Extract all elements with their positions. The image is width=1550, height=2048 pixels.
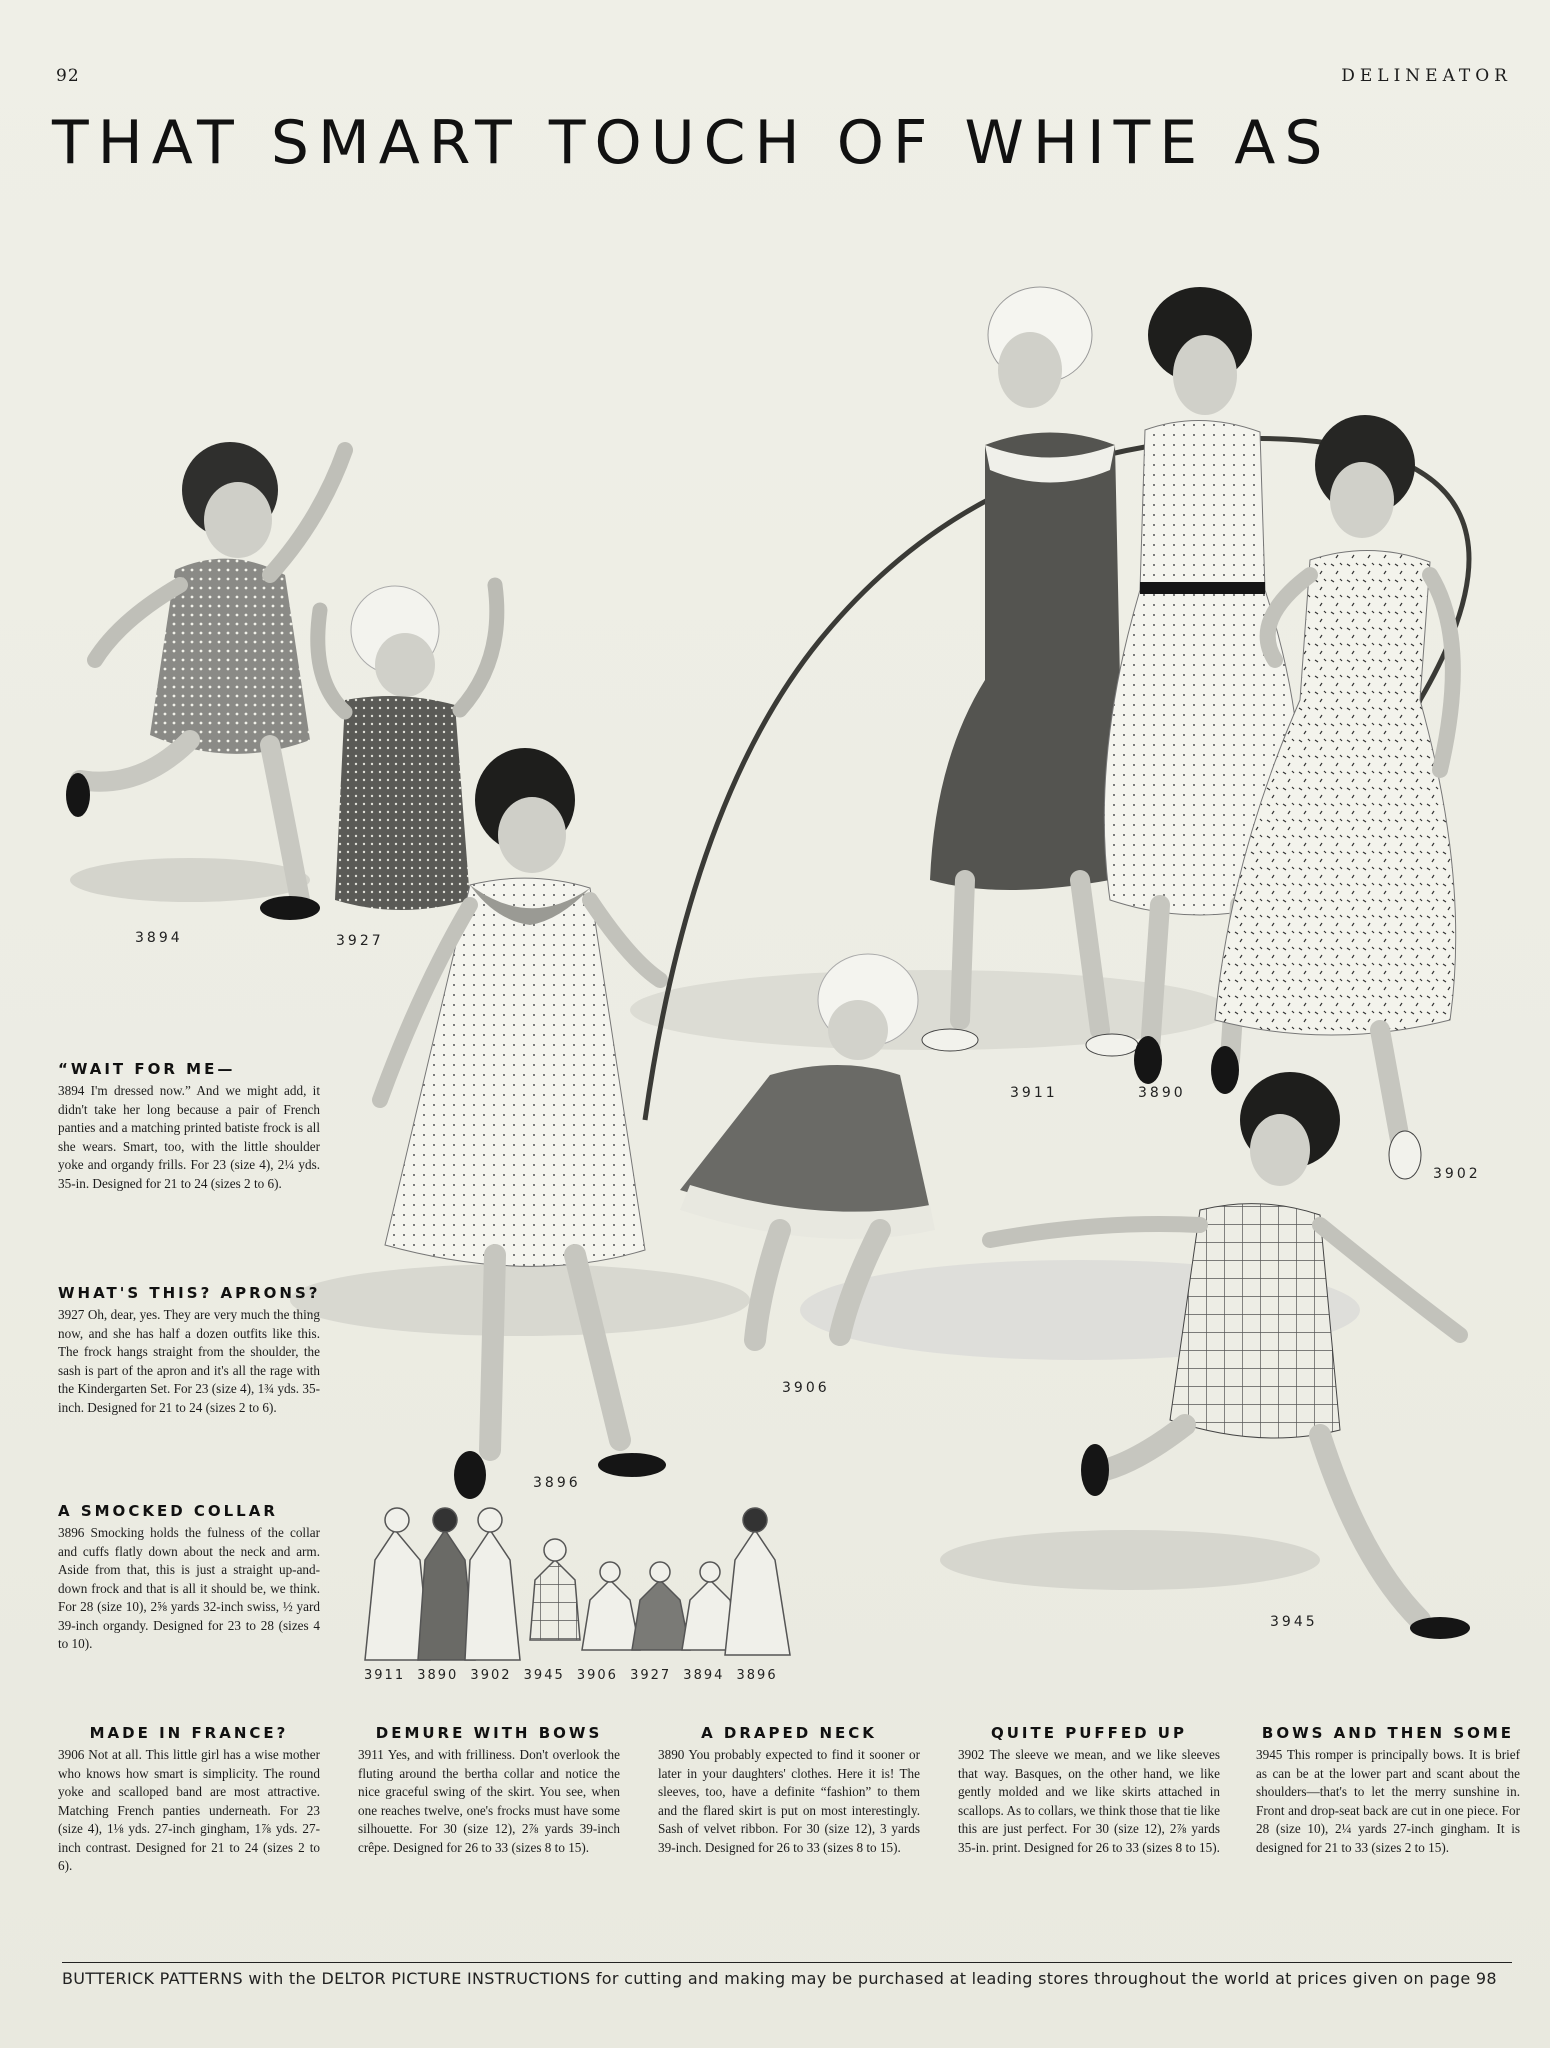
article-body: 3890 You probably expected to find it sooner or later in your daughters' clothes. Here it is! The sleeves, too, have a definite “fashion” to them and the flared skirt is put on most interestingly. Sash of velvet ribbon. For 30 (size 12), 3 yards 39-inch. Designed for 26 to 33 (sizes 8 to 15). [658,1747,920,1855]
article-heading: MADE IN FRANCE? [89,1724,289,1742]
fashion-illustration [0,280,1550,1700]
figure-3894 [66,442,345,920]
article-body: 3896 Smocking holds the fulness of the collar and cuffs flatly down about the neck and arm. Aside from that, this is just a straight up-and-down frock and that is all it should be, we think. For 28 (size 10), 2⅝ yards 32-inch swiss, ½ yard 39-inch organdy. Designed for 23 to 28 (sizes 4 to 10). [58,1525,320,1651]
article-bows-and-then-some [1256,1724,1520,1857]
figure-label-3902: 3902 [1433,1166,1481,1182]
figure-label-3896: 3896 [533,1475,581,1491]
article-body: 3902 The sleeve we mean, and we like sleeves that way. Basques, on the other hand, we like gently molded and we like skirts attached in scallops. As to collars, we think those that tie like this are just perfect. For 30 (size 12), 2⅞ yards 35-in. print. Designed for 26 to 33 (sizes 8 to 15). [958,1747,1220,1855]
article-wait-for-me [58,1060,320,1193]
footer-note: BUTTERICK PATTERNS with the DELTOR PICTURE INSTRUCTIONS for cutting and making may be purchased at leading stores throughout the world at prices given on page 98 [62,1962,1512,1988]
figure-label-3911: 3911 [1010,1085,1058,1101]
article-heading: BOWS AND THEN SOME [1261,1724,1515,1742]
article-heading: WHAT'S THIS? APRONS? [58,1284,321,1302]
figure-label-3890: 3890 [1138,1085,1186,1101]
article-body: 3906 Not at all. This little girl has a wise mother who knows how smart is simplicity. The round yoke and scalloped band are most attractive. Matching French panties underneath. For 23 (size 4), 1⅛ yds. 27-inch gingham, 1⅞ yds. 27-inch contrast. Designed for 21 to 24 (sizes 2 to 6). [58,1747,320,1873]
figure-label-3945: 3945 [1270,1614,1318,1630]
article-quite-puffed-up [958,1724,1220,1857]
page-number: 92 [56,66,80,86]
pattern-lineup-thumbnails [365,1508,790,1660]
figure-label-3906: 3906 [782,1380,830,1396]
article-body: 3927 Oh, dear, yes. They are very much the thing now, and she has half a dozen outfits like this. The frock hangs straight from the shoulder, the sash is part of the apron and it's all the rage with the Kindergarten Set. For 23 (size 4), 1¾ yds. 35-inch. Designed for 21 to 24 (sizes 2 to 6). [58,1307,320,1415]
article-body: 3894 I'm dressed now.” And we might add, it didn't take her long because a pair of French panties and a matching printed batiste frock is all she wears. Smart, too, with the little shoulder yoke and organdy frills. For 23 (size 4), 2¼ yds. 35-in. Designed for 21 to 24 (sizes 2 to 6). [58,1083,320,1191]
figure-label-3927: 3927 [336,933,384,949]
article-aprons [58,1284,320,1417]
article-heading: DEMURE WITH BOWS [375,1724,603,1742]
article-smocked-collar [58,1502,320,1654]
lineup-pattern-codes: 3911 3890 3902 3945 3906 3927 3894 3896 [364,1668,778,1683]
article-body: 3945 This romper is principally bows. It is brief as can be at the lower part and scant about the shoulders—that's to let the merry sunshine in. Front and drop-seat back are cut in one piece. For 28 (size 10), 2¼ yards 27-inch gingham. It is designed for 21 to 33 (sizes 2 to 15). [1256,1747,1520,1855]
figure-3911 [922,287,1143,1056]
article-body: 3911 Yes, and with frilliness. Don't overlook the fluting around the bertha collar and notice the nice graceful swing of the skirt. You see, when one reaches twelve, one's frocks must have some silhouette. For 30 (size 12), 2⅞ yards 39-inch crêpe. Designed for 26 to 33 (sizes 8 to 15). [358,1747,620,1855]
article-heading: QUITE PUFFED UP [991,1724,1187,1742]
page-headline: THAT SMART TOUCH OF WHITE AS [52,108,1332,178]
article-made-in-france [58,1724,320,1876]
figure-label-3894: 3894 [135,930,183,946]
article-draped-neck [658,1724,920,1857]
article-heading: “WAIT FOR ME— [58,1060,236,1078]
article-demure-with-bows [358,1724,620,1857]
article-heading: A DRAPED NECK [701,1724,877,1742]
figure-3927 [318,585,497,910]
article-heading: A SMOCKED COLLAR [58,1502,278,1520]
magazine-title: DELINEATOR [1341,66,1512,86]
